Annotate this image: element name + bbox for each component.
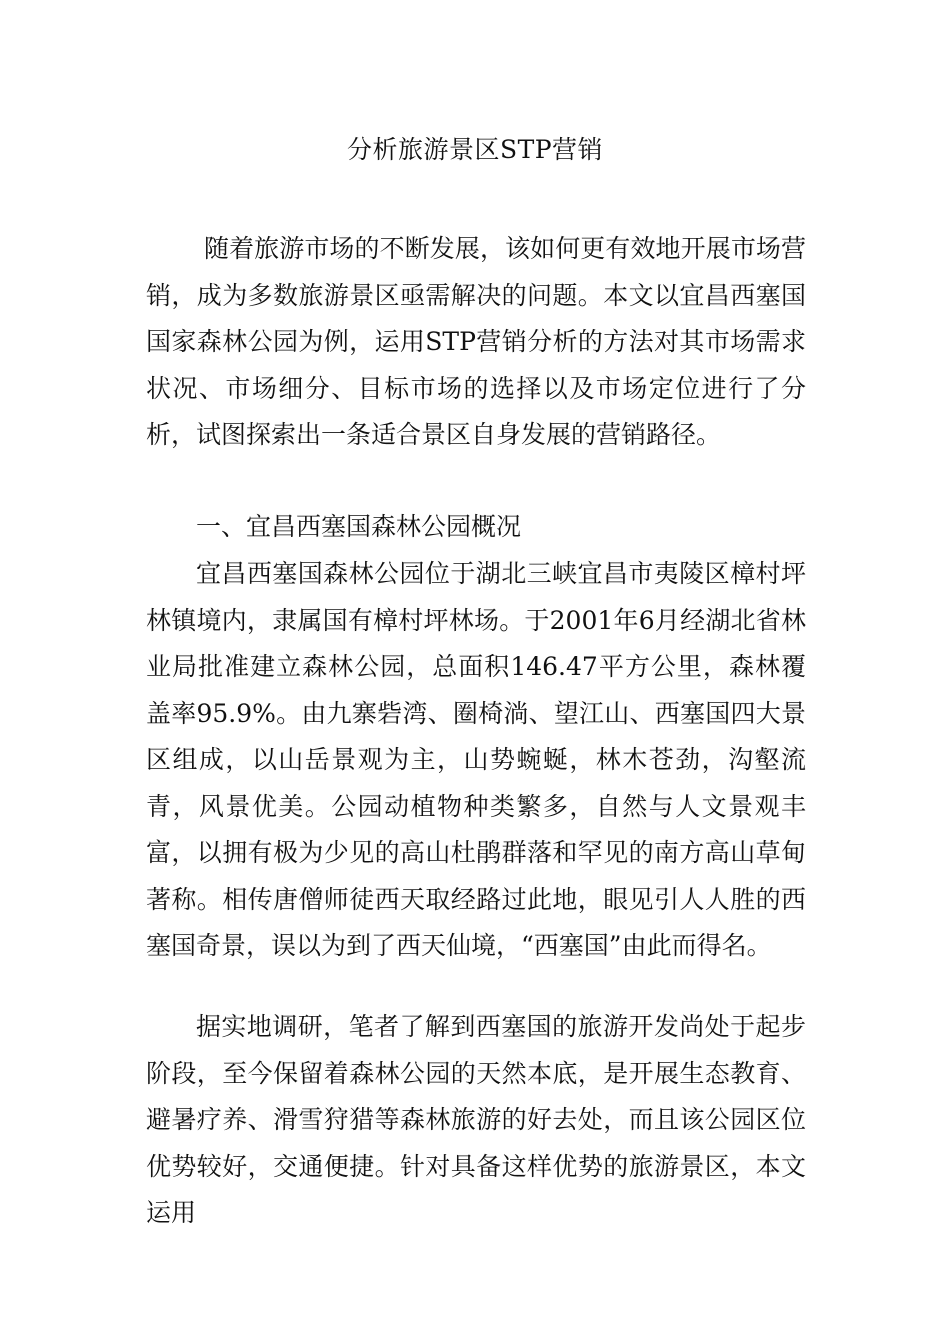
- abstract-paragraph: 随着旅游市场的不断发展，该如何更有效地开展市场营销，成为多数旅游景区亟需解决的问题。本文以宜昌西塞国国家森林公园为例，运用STP营销分析的方法对其市场需求状况、市场细分、目标市场的选择以及市场定位进行了分析，试图探索出一条适合景区自身发展的营销路径。: [146, 234, 806, 449]
- body-paragraph-2: 据实地调研，笔者了解到西塞国的旅游开发尚处于起步阶段，至今保留着森林公园的天然本底，是开展生态教育、避暑疗养、滑雪狩猎等森林旅游的好去处，而且该公园区位优势较好，交通便捷。针对具备这样优势的旅游景区，本文运用: [146, 1012, 806, 1227]
- section-heading: 一、宜昌西塞国森林公园概况: [196, 512, 522, 541]
- document-title: 分析旅游景区STP营销: [346, 135, 604, 164]
- body-paragraph-1: 宜昌西塞国森林公园位于湖北三峡宜昌市夷陵区樟村坪林镇境内，隶属国有樟村坪林场。于2001年6月经湖北省林业局批准建立森林公园，总面积146.47平方公里，森林覆盖率95.9%。由九寨砦湾、圈椅淌、望江山、西塞国四大景区组成，以山岳景观为主，山势蜿蜒，林木苍劲，沟壑流青，风景优美。公园动植物种类繁多，自然与人文景观丰富，以拥有极为少见的高山杜鹃群落和罕见的南方高山草甸著称。相传唐僧师徒西天取经路过此地，眼见引人人胜的西塞国奇景，误以为到了西天仙境，“西塞国”由此而得名。: [146, 559, 806, 960]
